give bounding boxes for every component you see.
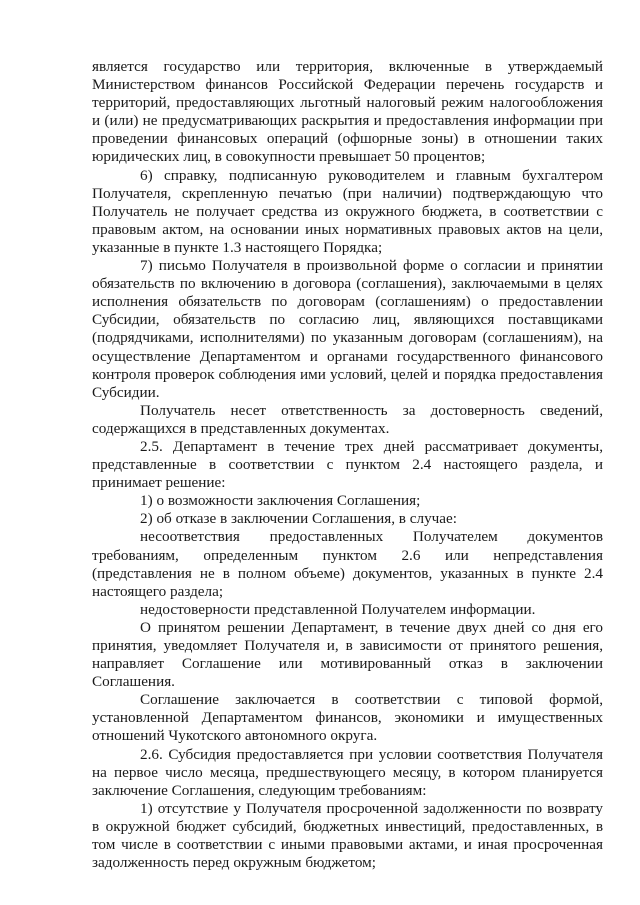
paragraph-refusal-reason-mismatch: несоответствия предоставленных Получателем документов требованиям, определенным пунктом 2.6 или непредставления (представления не в полном объеме) документов, указанных в пункте 2.4 настоящего раздела; [92, 528, 603, 600]
paragraph-responsibility: Получатель несет ответственность за достоверность сведений, содержащихся в представленных документах. [92, 401, 603, 437]
paragraph-item-6-certificate: 6) справку, подписанную руководителем и главным бухгалтером Получателя, скрепленную печатью (при наличии) подтверждающую что Получатель не получает средства из окружного бюджета, в соответствии с правовым актом, на основании иных нормативных правовых актов на цели, указанные в пункте 1.3 настоящего Порядка; [92, 166, 603, 256]
paragraph-item-7-letter: 7) письмо Получателя в произвольной форме о согласии и принятии обязательств по включению в договора (соглашения), заключаемыми в целях исполнения обязательств по договорам (соглашениям) о предоставлении Субсидии, обязательств по согласию лиц, являющихся поставщиками (подрядчиками, исполнителями) по указанным договорам (соглашениям), на осуществление Департаментом и органами государственного финансового контроля проверок соблюдения ими условий, целей и порядка предоставления Субсидии. [92, 257, 603, 401]
paragraph-2-5: 2.5. Департамент в течение трех дней рассматривает документы, представленные в соответствии с пунктом 2.4 настоящего раздела, и принимает решение: [92, 437, 603, 492]
paragraph-notification: О принятом решении Департамент, в течение двух дней со дня его принятия, уведомляет Получателя и, в зависимости от принятого решения, направляет Соглашение или мотивированный отказ в заключении Соглашения. [92, 618, 603, 691]
paragraph-agreement-form: Соглашение заключается в соответствии с типовой формой, установленной Департаментом финансов, экономики и имущественных отношений Чукотского автономного округа. [92, 691, 603, 745]
paragraph-refusal-reason-false-info: недостоверности представленной Получателем информации. [140, 600, 536, 618]
paragraph-decision-1: 1) о возможности заключения Соглашения; [140, 492, 421, 510]
paragraph-decision-2: 2) об отказе в заключении Соглашения, в случае: [140, 510, 458, 528]
document-page [92, 58, 603, 872]
paragraph-offshore-continuation: является государство или территория, включенные в утверждаемый Министерством финансов Российской Федерации перечень государств и территорий, предоставляющих льготный налоговый режим налогообложения и (или) не предусматривающих раскрытия и предоставления информации при проведении финансовых операций (офшорные зоны) в отношении таких юридических лиц, в совокупности превышает 50 процентов; [92, 58, 603, 166]
paragraph-2-6: 2.6. Субсидия предоставляется при условии соответствия Получателя на первое число месяца, предшествующего месяцу, в котором планируется заключение Соглашения, следующим требованиям: [92, 745, 603, 799]
paragraph-requirement-1: 1) отсутствие у Получателя просроченной задолженности по возврату в окружной бюджет субсидий, бюджетных инвестиций, предоставленных, в том числе в соответствии с иными правовыми актами, и иная просроченная задолженность перед окружным бюджетом; [92, 799, 603, 872]
